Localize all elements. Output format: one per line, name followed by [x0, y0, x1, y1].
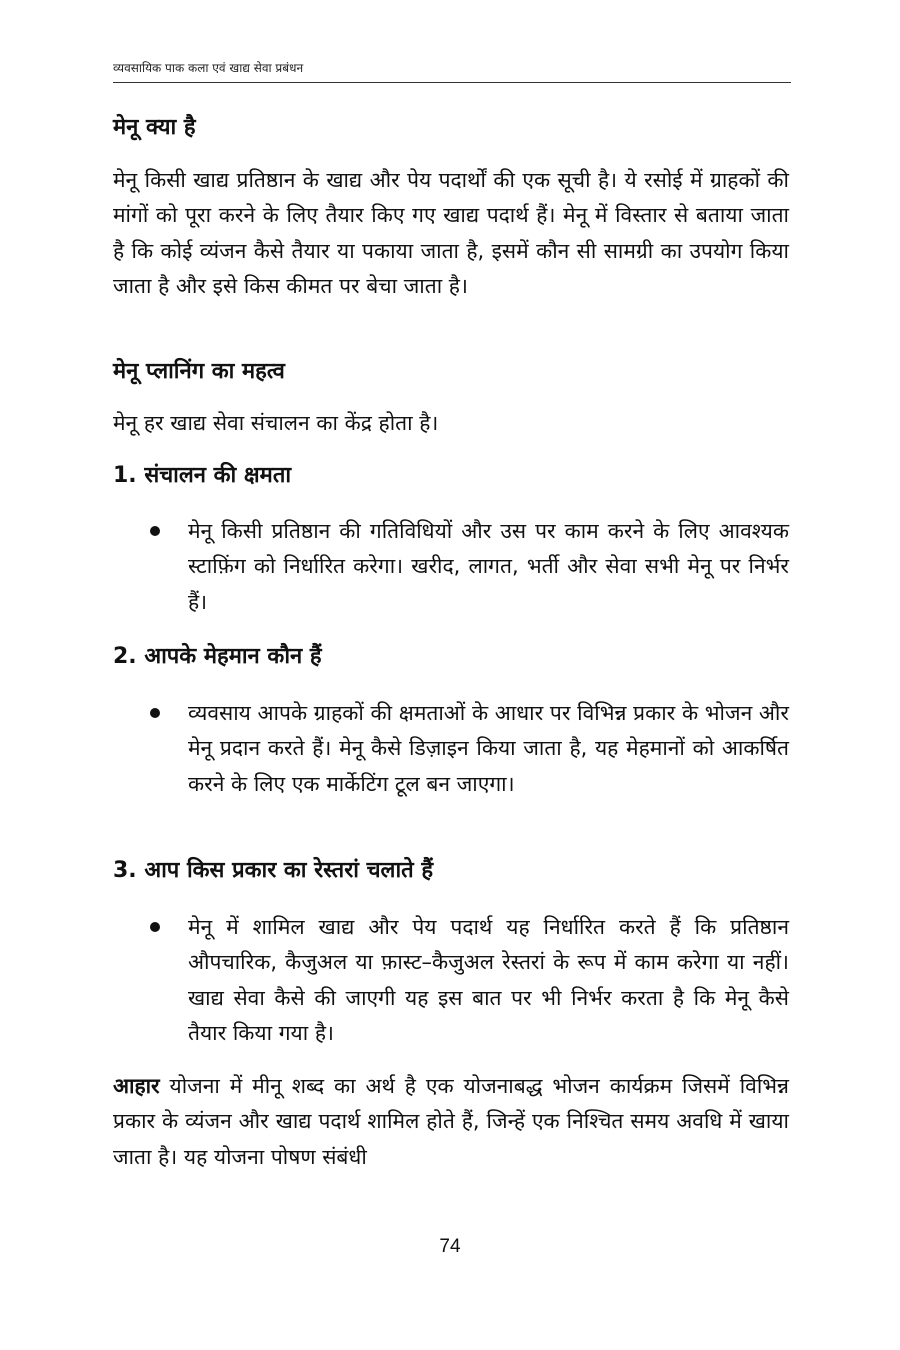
diet-menu-text: योजना में मीनू शब्द का अर्थ है एक योजनाबद्ध भोजन कार्यक्रम जिसमें विभिन्न प्रकार के व्यंजन और खाद्य पदार्थ शामिल होते हैं, जिन्हें एक निश्चित समय अवधि में खाया जाता है। यह योजना पोषण संबंधी [113, 1074, 789, 1169]
section-heading-what-is-menu: मेनू क्या है [113, 115, 196, 140]
bullet-dot-icon [150, 922, 160, 932]
point-heading-1: 1. संचालन की क्षमता [113, 463, 292, 488]
bullet-text-2: व्यवसाय आपके ग्राहकों की क्षमताओं के आधार पर विभिन्न प्रकार के भोजन और मेनू प्रदान करते हैं। मेनू कैसे डिज़ाइन किया जाता है, यह मेहमानों को आकर्षित करने के लिए एक मार्केटिंग टूल बन जाएगा। [188, 701, 789, 796]
diet-menu-paragraph [113, 1069, 789, 1175]
point-heading-3: 3. आप किस प्रकार का रेस्तरां चलाते हैं [113, 858, 434, 883]
bullet-text-1: मेनू किसी प्रतिष्ठान की गतिविधियों और उस पर काम करने के लिए आवश्यक स्टाफ़िंग को निर्धारित करेगा। खरीद, लागत, भर्ती और सेवा सभी मेनू पर निर्भर हैं। [188, 519, 789, 614]
menu-definition-paragraph: मेनू किसी खाद्य प्रतिष्ठान के खाद्य और पेय पदार्थों की एक सूची है। ये रसोई में ग्राहकों की मांगों को पूरा करने के लिए तैयार किए गए खाद्य पदार्थ हैं। मेनू में विस्तार से बताया जाता है कि कोई व्यंजन कैसे तैयार या पकाया जाता है, इसमें कौन सी सामग्री का उपयोग किया जाता है और इसे किस कीमत पर बेचा जाता है। [113, 168, 789, 298]
page-number: 74 [439, 1236, 461, 1257]
point-heading-2: 2. आपके मेहमान कौन हैं [113, 644, 322, 669]
bullet-text-3: मेनू में शामिल खाद्य और पेय पदार्थ यह निर्धारित करते हैं कि प्रतिष्ठान औपचारिक, कैजुअल या फ़ास्ट–कैजुअल रेस्तरां के रूप में काम करेगा या नहीं। खाद्य सेवा कैसे की जाएगी यह इस बात पर भी निर्भर करता है कि मेनू कैसे तैयार किया गया है। [188, 915, 789, 1045]
header-divider [113, 82, 791, 83]
running-header: व्यवसायिक पाक कला एवं खाद्य सेवा प्रबंधन [113, 61, 304, 75]
bold-term-aahaar: आहार [113, 1074, 160, 1098]
bullet-dot-icon [150, 708, 160, 718]
menu-planning-intro: मेनू हर खाद्य सेवा संचालन का केंद्र होता है। [113, 411, 439, 435]
bullet-dot-icon [150, 526, 160, 536]
section-heading-menu-planning-importance: मेनू प्लानिंग का महत्व [113, 359, 285, 384]
